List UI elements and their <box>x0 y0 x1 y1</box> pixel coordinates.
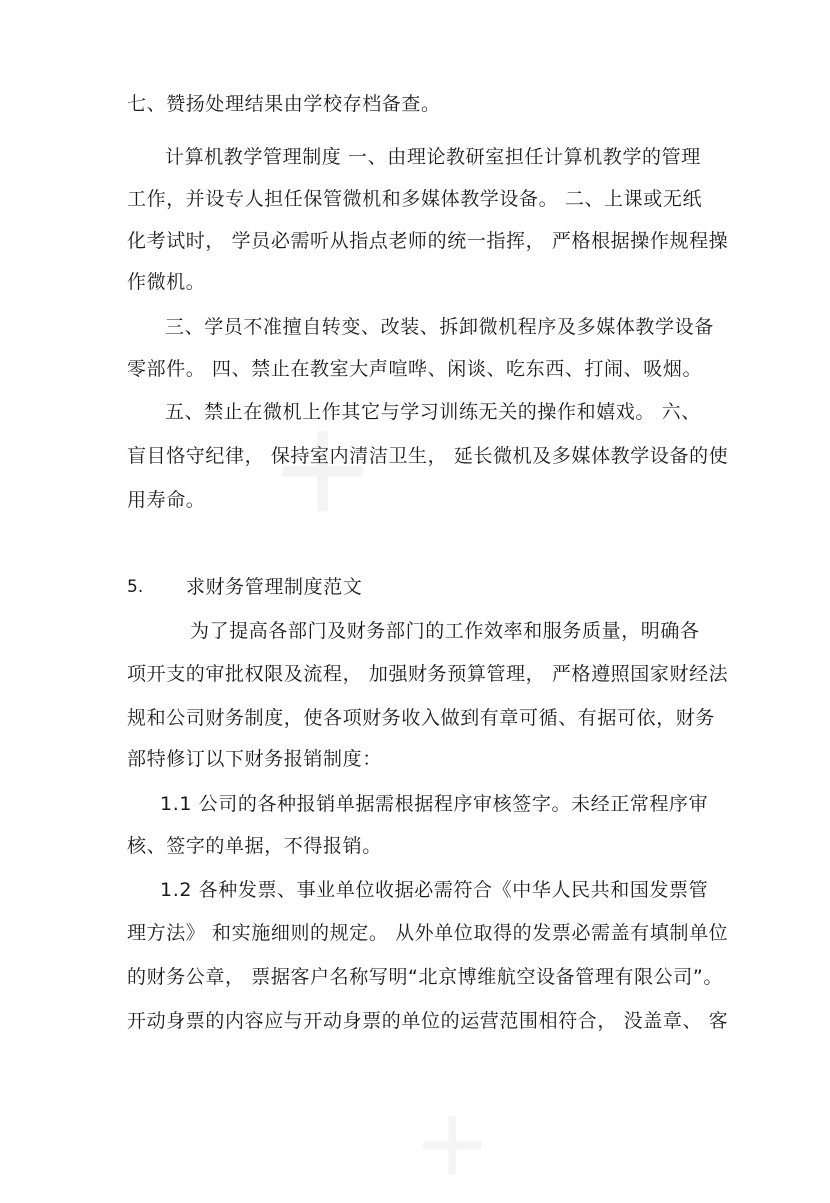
paragraph-line: 规和公司财务制度，使各项财务收入做到有章可循、有据可依，财务 <box>127 707 716 729</box>
paragraph-line: 计算机教学管理制度 一、由理论教研室担任计算机教学的管理 <box>165 146 701 168</box>
paragraph-line: 七、赞扬处理结果由学校存档备查。 <box>127 93 441 115</box>
paragraph-line: 用寿命。 <box>127 489 206 511</box>
section-number: 5. <box>127 577 144 597</box>
paragraph-line: 部特修订以下财务报销制度： <box>127 748 382 770</box>
paragraph-line: 项开支的审批权限及流程， 加强财务预算管理， 严格遵照国家财经法 <box>127 663 729 685</box>
watermark-bottom <box>397 1090 510 1203</box>
paragraph-line: 1.2 各种发票、事业单位收据必需符合《中华人民共和国发票管 <box>160 879 709 901</box>
paragraph-line: 为了提高各部门及财务部门的工作效率和服务质量，明确各 <box>190 620 700 642</box>
paragraph-line: 核、签字的单据，不得报销。 <box>127 835 382 857</box>
paragraph-line: 工作，并设专人担任保管微机和多媒体教学设备。 二、上课或无纸 <box>127 188 703 210</box>
paragraph-line: 开动身票的内容应与开动身票的单位的运营范围相符合， 没盖章、 客 <box>127 1010 729 1032</box>
paragraph-line: 化考试时， 学员必需听从指点老师的统一指挥， 严格根据操作规程操 <box>127 230 729 252</box>
paragraph-line: 五、禁止在微机上作其它与学习训练无关的操作和嬉戏。 六、 <box>165 401 701 423</box>
paragraph-line: 盲目恪守纪律， 保持室内清洁卫生， 延长微机及多媒体教学设备的使 <box>127 445 729 467</box>
paragraph-line: 1.1 公司的各种报销单据需根据程序审核签字。未经正常程序审 <box>160 793 709 815</box>
paragraph-line: 三、学员不准擅自转变、改装、拆卸微机程序及多媒体教学设备 <box>165 316 714 338</box>
paragraph-line: 作微机。 <box>127 271 206 293</box>
paragraph-line: 理方法》 和实施细则的规定。 从外单位取得的发票必需盖有填制单位 <box>127 922 729 944</box>
section-title: 求财务管理制度范文 <box>186 576 363 598</box>
paragraph-line: 零部件。 四、禁止在教室大声喧哗、闲谈、吃东西、打闹、吸烟。 <box>127 358 703 380</box>
paragraph-line: 的财务公章， 票据客户名称写明“北京博维航空设备管理有限公司”。 <box>127 966 723 988</box>
